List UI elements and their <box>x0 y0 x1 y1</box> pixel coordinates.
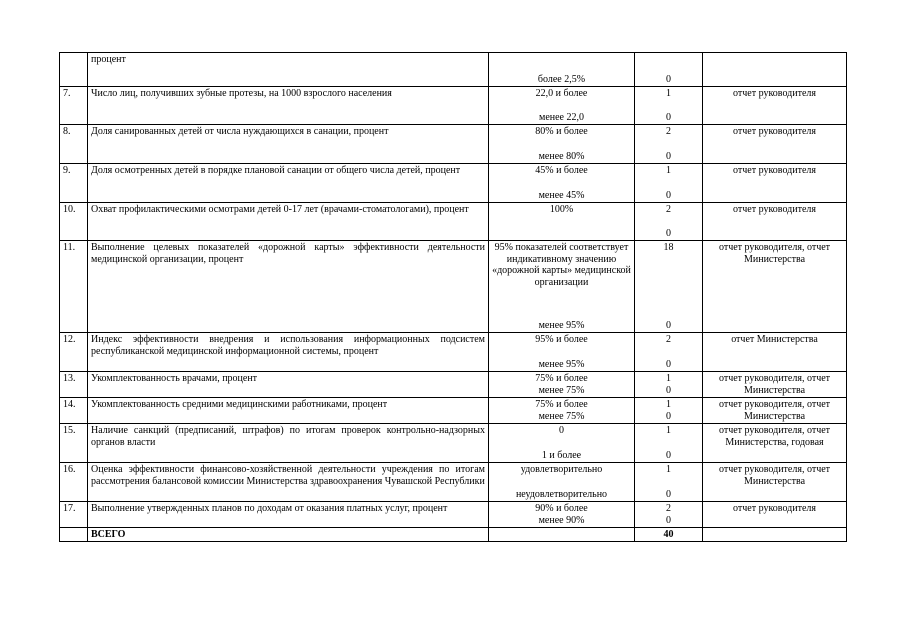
criteria-high: 100% <box>549 204 574 215</box>
indicator-name: Наличие санкций (предписаний, штрафов) по итогам проверок контрольно-надзорных органов власти <box>88 424 489 463</box>
source-cell: отчет руководителя <box>703 125 847 164</box>
table-row <box>60 53 847 87</box>
points-low: 0 <box>666 385 671 397</box>
points-low: 0 <box>666 228 671 240</box>
row-number: 15. <box>60 424 88 463</box>
row-number: 10. <box>60 203 88 241</box>
points-cell <box>635 53 703 87</box>
source-cell <box>703 53 847 87</box>
criteria-cell <box>489 87 635 125</box>
source-cell: отчет руководителя, отчет Министерства <box>703 398 847 424</box>
points-cell <box>635 424 703 463</box>
table-row <box>60 125 847 164</box>
source-cell: отчет руководителя, отчет Министерства, годовая <box>703 424 847 463</box>
row-number: 13. <box>60 372 88 398</box>
points-cell <box>635 164 703 203</box>
row-number: 7. <box>60 87 88 125</box>
table-row <box>60 424 847 463</box>
indicator-name: Выполнение утвержденных планов по доходам от оказания платных услуг, процент <box>88 502 489 528</box>
total-empty-source <box>703 528 847 542</box>
points-cell <box>635 502 703 528</box>
criteria-cell <box>489 463 635 502</box>
indicator-name: процент <box>88 53 489 87</box>
criteria-cell <box>489 372 635 398</box>
table-row <box>60 203 847 241</box>
indicator-name: Число лиц, получивших зубные протезы, на 1000 взрослого населения <box>88 87 489 125</box>
points-cell <box>635 125 703 164</box>
criteria-high: 75% и более <box>535 373 588 384</box>
row-number: 17. <box>60 502 88 528</box>
row-number: 8. <box>60 125 88 164</box>
points-low: 0 <box>666 74 671 86</box>
points-low: 0 <box>666 359 671 371</box>
criteria-low: менее 90% <box>538 515 585 527</box>
total-points: 40 <box>635 528 703 542</box>
criteria-cell <box>489 398 635 424</box>
indicator-name: Доля санированных детей от числа нуждающихся в санации, процент <box>88 125 489 164</box>
criteria-low: менее 75% <box>538 385 585 397</box>
points-high: 1 <box>666 464 671 475</box>
table-row <box>60 164 847 203</box>
indicator-name: Укомплектованность средними медицинскими работниками, процент <box>88 398 489 424</box>
points-cell <box>635 87 703 125</box>
points-low: 0 <box>666 515 671 527</box>
criteria-high: удовлетворительно <box>520 464 603 475</box>
points-low: 0 <box>666 190 671 202</box>
points-low: 0 <box>666 411 671 423</box>
criteria-low: менее 95% <box>538 359 585 371</box>
points-low: 0 <box>666 320 671 332</box>
table-row <box>60 398 847 424</box>
points-high: 1 <box>666 88 671 99</box>
criteria-low: неудовлетворительно <box>515 489 608 501</box>
criteria-high: 0 <box>559 425 564 436</box>
row-number: 9. <box>60 164 88 203</box>
criteria-high: 90% и более <box>535 503 588 514</box>
points-low: 0 <box>666 151 671 163</box>
criteria-low: менее 80% <box>538 151 585 163</box>
source-cell: отчет Министерства <box>703 333 847 372</box>
table-row <box>60 372 847 398</box>
criteria-cell <box>489 502 635 528</box>
source-cell: отчет руководителя <box>703 87 847 125</box>
criteria-cell <box>489 53 635 87</box>
points-high: 1 <box>666 165 671 176</box>
total-label: ВСЕГО <box>88 528 489 542</box>
points-low: 0 <box>666 450 671 462</box>
criteria-high: 75% и более <box>535 399 588 410</box>
table-row <box>60 333 847 372</box>
row-number: 16. <box>60 463 88 502</box>
row-number: 14. <box>60 398 88 424</box>
points-high: 2 <box>666 503 671 514</box>
indicator-name: Выполнение целевых показателей «дорожной карты» эффективности деятельности медицинской организации, процент <box>88 241 489 333</box>
points-cell <box>635 463 703 502</box>
source-cell: отчет руководителя, отчет Министерства <box>703 463 847 502</box>
source-cell: отчет руководителя, отчет Министерства <box>703 372 847 398</box>
row-number: 11. <box>60 241 88 333</box>
criteria-high: 45% и более <box>535 165 588 176</box>
criteria-low: менее 45% <box>538 190 585 202</box>
table-body <box>60 53 847 542</box>
points-low: 0 <box>666 112 671 124</box>
points-high: 1 <box>666 425 671 436</box>
total-empty-num <box>60 528 88 542</box>
points-high: 18 <box>663 242 674 253</box>
indicator-name: Охват профилактическими осмотрами детей 0-17 лет (врачами-стоматологами), процент <box>88 203 489 241</box>
criteria-low: менее 95% <box>538 320 585 332</box>
criteria-cell <box>489 241 635 333</box>
source-cell: отчет руководителя <box>703 164 847 203</box>
criteria-low: менее 22,0 <box>539 112 584 124</box>
points-high: 2 <box>666 126 671 137</box>
indicator-name: Индекс эффективности внедрения и использования информационных подсистем республиканской медицинской информационной системы, процент <box>88 333 489 372</box>
points-high: 1 <box>666 373 671 384</box>
row-number: 12. <box>60 333 88 372</box>
criteria-cell <box>489 424 635 463</box>
points-cell <box>635 203 703 241</box>
criteria-low: более 2,5% <box>537 74 586 86</box>
criteria-cell <box>489 164 635 203</box>
points-cell <box>635 372 703 398</box>
criteria-high: 95% показателей соответствует индикативному значению «дорожной карты» медицинской организации <box>492 242 631 288</box>
points-low: 0 <box>666 489 671 501</box>
criteria-high: 22,0 и более <box>535 88 588 99</box>
criteria-high: 80% и более <box>535 126 588 137</box>
total-row <box>60 528 847 542</box>
source-cell: отчет руководителя <box>703 502 847 528</box>
criteria-cell <box>489 203 635 241</box>
source-cell: отчет руководителя, отчет Министерства <box>703 241 847 333</box>
criteria-low: 1 и более <box>541 450 582 462</box>
criteria-cell <box>489 125 635 164</box>
points-high: 1 <box>666 399 671 410</box>
points-cell <box>635 241 703 333</box>
indicator-name: Доля осмотренных детей в порядке плановой санации от общего числа детей, процент <box>88 164 489 203</box>
table-row <box>60 87 847 125</box>
points-high: 2 <box>666 204 671 215</box>
criteria-low: менее 75% <box>538 411 585 423</box>
criteria-cell <box>489 333 635 372</box>
source-cell: отчет руководителя <box>703 203 847 241</box>
criteria-table <box>59 52 847 542</box>
row-number <box>60 53 88 87</box>
criteria-high: 95% и более <box>535 334 588 345</box>
indicator-name: Укомплектованность врачами, процент <box>88 372 489 398</box>
points-high: 2 <box>666 334 671 345</box>
table-row <box>60 502 847 528</box>
points-cell <box>635 398 703 424</box>
points-cell <box>635 333 703 372</box>
indicator-name: Оценка эффективности финансово-хозяйственной деятельности учреждения по итогам рассмотрения балансовой комиссии Министерства здравоохранения Чувашской Республики <box>88 463 489 502</box>
table-row <box>60 463 847 502</box>
total-empty-criteria <box>489 528 635 542</box>
table-row <box>60 241 847 333</box>
